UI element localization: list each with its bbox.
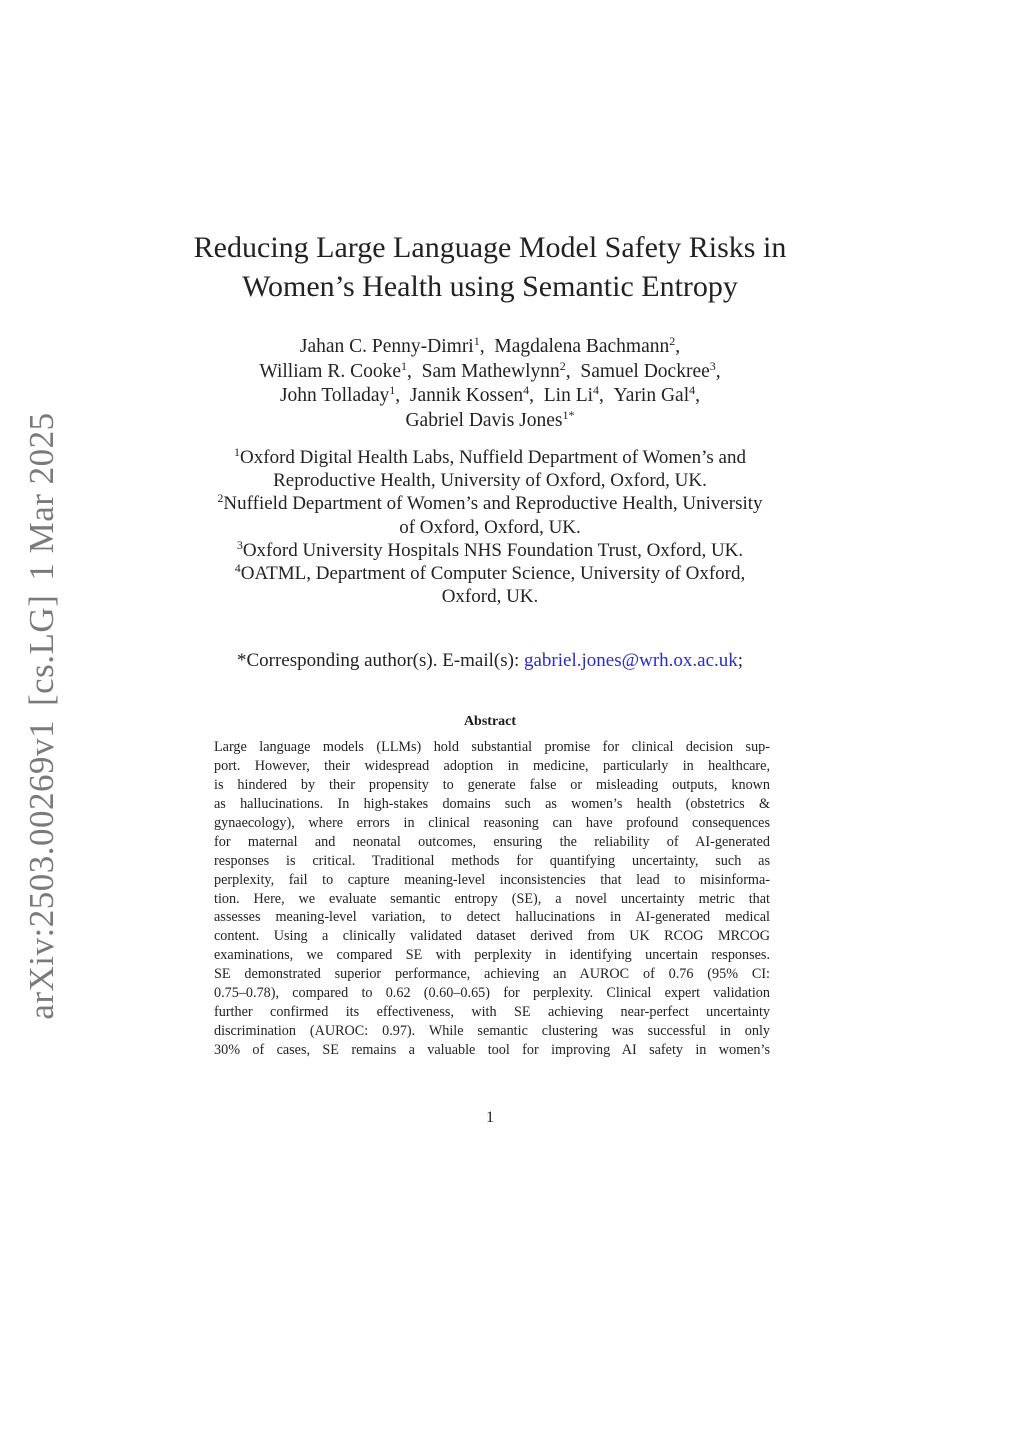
author-line-1: Jahan C. Penny-Dimri$^1$, Magdalena Bachmann$^2$,: [299, 334, 681, 357]
author-affil: 4: [689, 383, 696, 397]
abstract-line: content. Using a clinically validated dataset derived from UK RCOG MRCOG: [214, 928, 770, 945]
abstract-line: SE demonstrated superior performance, achieving an AUROC of 0.76 (95% CI:: [214, 966, 770, 983]
abstract-body: [214, 738, 770, 1060]
abstract-line: 30% of cases, SE remains a valuable tool for improving AI safety in women’s: [214, 1042, 770, 1058]
author-affil: 1: [473, 334, 480, 348]
abstract-line: discrimination (AUROC: 0.97). While semantic clustering was successful in only: [214, 1023, 770, 1040]
affiliation-text: Oxford Digital Health Labs, Nuffield Department of Women’s and: [240, 447, 746, 468]
arxiv-side-stamp: [22, 412, 62, 1019]
abstract-line: further confirmed its effectiveness, with SE achieving near-perfect uncertainty: [214, 1004, 770, 1021]
author-name: Jahan C. Penny-Dimri: [299, 336, 474, 357]
author-affil: 1*: [562, 407, 575, 422]
affiliation-4-line-1: [150, 562, 830, 585]
author-name: John Tolladay: [279, 385, 390, 406]
affiliation-1-line-1: [150, 446, 830, 469]
author-affil: 1: [401, 358, 407, 373]
abstract-line: is hindered by their propensity to generate false or misleading outputs, known: [214, 776, 770, 793]
abstract-line: for maternal and neonatal outcomes, ensuring the reliability of AI-generated: [214, 833, 770, 850]
email-link[interactable]: gabriel.jones@wrh.ox.ac.uk: [524, 650, 738, 671]
author-affil: 2: [669, 334, 676, 348]
author-affil: 1: [389, 383, 396, 397]
author-name: Yarin Gal: [613, 385, 690, 406]
affiliation-list: [150, 446, 830, 608]
author-name: Magdalena Bachmann: [494, 336, 670, 357]
affiliation-text: OATML, Department of Computer Science, University of Oxford,: [240, 563, 746, 585]
title-line-1: Reducing Large Language Model Safety Risks in: [193, 231, 787, 264]
abstract-heading: Abstract: [463, 714, 517, 729]
affiliation-number: 4: [234, 561, 241, 576]
author-name: Sam Mathewlynn: [421, 360, 560, 382]
author-name: Jannik Kossen: [409, 385, 524, 406]
affiliation-text: Nuffield Department of Women’s and Reproductive Health, University: [223, 493, 763, 515]
author-name: Samuel Dockree: [580, 360, 710, 382]
author-list: [150, 335, 830, 433]
corresponding-prefix: *Corresponding author(s). E-mail(s):: [236, 650, 524, 671]
abstract-line: Large language models (LLMs) hold substantial promise for clinical decision sup-: [214, 739, 770, 755]
author-line-4: [150, 409, 830, 434]
arxiv-date: 1 Mar 2025: [22, 412, 61, 581]
corresponding-author: [150, 649, 830, 673]
abstract-line: assesses meaning-level variation, to detect hallucinations in AI-generated medical: [214, 909, 770, 926]
affiliation-3-line-1: [150, 539, 830, 562]
author-name: Gabriel Davis Jones: [405, 409, 563, 431]
corresponding-suffix: ;: [737, 650, 744, 671]
affiliation-2-line-2: of Oxford, Oxford, UK.: [399, 516, 581, 538]
author-affil: 3: [709, 358, 716, 373]
arxiv-id: arXiv:2503.00269v1: [22, 720, 61, 1020]
affiliation-number: 1: [234, 445, 241, 459]
abstract-line: 0.75–0.78), compared to 0.62 (0.60–0.65) for perplexity. Clinical expert validation: [214, 985, 770, 1002]
affiliation-2-line-1: [150, 492, 830, 515]
author-line-3: John Tolladay$^1$, Jannik Kossen$^4$, Lin Li$^4$, Yarin Gal$^4$,: [279, 383, 701, 406]
affiliation-text: Oxford University Hospitals NHS Foundation Trust, Oxford, UK.: [242, 539, 744, 561]
page-number: 1: [486, 1109, 494, 1126]
abstract-line: perplexity, fail to capture meaning-level inconsistencies that lead to misinforma-: [214, 871, 770, 888]
author-name: William R. Cooke: [259, 360, 401, 382]
abstract-line: gynaecology), where errors in clinical reasoning can have profound consequences: [214, 814, 770, 831]
author-name: Lin Li: [543, 385, 594, 406]
abstract-line: responses is critical. Traditional methods for quantifying uncertainty, such as: [214, 852, 770, 869]
arxiv-category: [cs.LG]: [22, 594, 61, 707]
author-affil: 4: [593, 383, 600, 397]
author-affil: 2: [559, 358, 566, 373]
affiliation-number: 3: [236, 537, 243, 552]
paper-title: [150, 228, 830, 306]
abstract-line: examinations, we compared SE with perplexity in identifying uncertain responses.: [214, 947, 770, 964]
affiliation-1-line-2: Reproductive Health, University of Oxford, Oxford, UK.: [273, 470, 707, 492]
affiliation-number: 2: [217, 491, 224, 506]
abstract-line: port. However, their widespread adoption in medicine, particularly in healthcare,: [214, 757, 770, 774]
abstract-line: tion. Here, we evaluate semantic entropy (SE), a novel uncertainty metric that: [214, 890, 770, 907]
abstract-line: as hallucinations. In high-stakes domains such as women’s health (obstetrics &: [214, 795, 770, 812]
title-line-2: Women’s Health using Semantic Entropy: [242, 270, 738, 303]
author-line-2: William R. Cooke$^1$, Sam Mathewlynn$^2$, Samuel Dockree$^3$,: [259, 358, 721, 382]
author-affil: 4: [523, 383, 530, 397]
affiliation-4-line-2: Oxford, UK.: [441, 586, 539, 608]
